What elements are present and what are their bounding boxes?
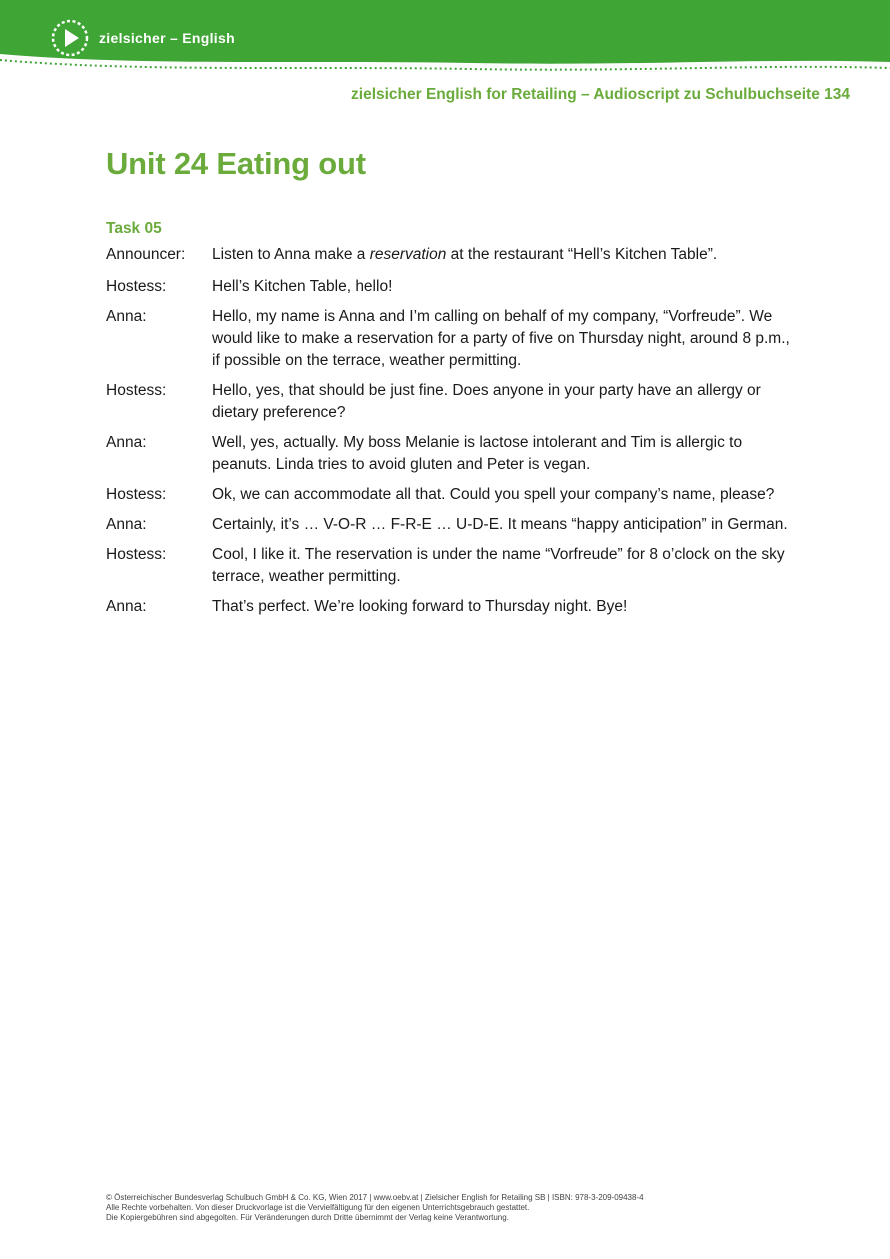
line-text: Ok, we can accommodate all that. Could you spell your company’s name, please? bbox=[212, 486, 775, 503]
play-circle-icon bbox=[50, 18, 90, 58]
speaker-label: Anna: bbox=[106, 434, 147, 451]
speaker-label: Hostess: bbox=[106, 486, 167, 503]
speaker-label: Anna: bbox=[106, 516, 147, 533]
dialogue-line bbox=[106, 596, 796, 618]
footer-line: Die Kopiergebühren sind abgegolten. Für Veränderungen durch Dritte übernimmt der Verlag keine Verantwortung. bbox=[106, 1213, 509, 1222]
running-head: zielsicher English for Retailing – Audioscript zu Schulbuchseite 134 bbox=[351, 86, 850, 103]
line-text: Hello, my name is Anna and I’m calling on behalf of my company, “Vorfreude”. We would like to make a reservation for a party of five on Thursday night, around 8 p.m., if possible on the terrace, weather permitting. bbox=[212, 308, 790, 369]
line-text: That’s perfect. We’re looking forward to Thursday night. Bye! bbox=[212, 598, 628, 615]
footer-line: © Österreichischer Bundesverlag Schulbuch GmbH & Co. KG, Wien 2017 | www.oebv.at | Zielsicher English for Retailing SB | ISBN: 978-3-209-09438-4 bbox=[106, 1193, 644, 1202]
header-banner bbox=[0, 0, 890, 78]
speaker-label: Hostess: bbox=[106, 546, 167, 563]
emphasized-word: reservation bbox=[369, 246, 447, 263]
footer-line: Alle Rechte vorbehalten. Von dieser Druckvorlage ist die Vervielfältigung für den eigenen Unterrichtsgebrauch gestattet. bbox=[106, 1203, 530, 1212]
line-text: Cool, I like it. The reservation is under the name “Vorfreude” for 8 o’clock on the sky terrace, weather permitting. bbox=[212, 546, 785, 585]
line-text: Well, yes, actually. My boss Melanie is lactose intolerant and Tim is allergic to peanuts. Linda tries to avoid gluten and Peter is vegan. bbox=[212, 434, 743, 473]
copyright-footer bbox=[106, 1193, 644, 1223]
speaker-label: Announcer: bbox=[106, 246, 186, 263]
dialogue-line bbox=[106, 514, 796, 536]
speaker-label: Hostess: bbox=[106, 278, 167, 295]
brand-logo bbox=[50, 18, 235, 58]
dialogue-line bbox=[106, 306, 796, 372]
dialogue-line bbox=[106, 276, 796, 298]
task-label: Task 05 bbox=[106, 220, 162, 237]
brand-name: zielsicher – English bbox=[99, 30, 235, 46]
line-text: Listen to Anna make a reservation at the restaurant “Hell’s Kitchen Table”. bbox=[212, 246, 718, 263]
dialogue-line bbox=[106, 484, 796, 506]
dialogue-line bbox=[106, 432, 796, 476]
speaker-label: Anna: bbox=[106, 308, 147, 325]
speaker-label: Anna: bbox=[106, 598, 147, 615]
dialogue-line bbox=[106, 544, 796, 588]
page-title: Unit 24 Eating out bbox=[106, 146, 366, 181]
dialogue-line bbox=[106, 380, 796, 424]
line-text: Hello, yes, that should be just fine. Does anyone in your party have an allergy or dietary preference? bbox=[212, 382, 761, 421]
announcer-line bbox=[106, 244, 796, 266]
audioscript bbox=[106, 244, 796, 618]
speaker-label: Hostess: bbox=[106, 382, 167, 399]
line-text: Hell’s Kitchen Table, hello! bbox=[212, 278, 393, 295]
line-text: Certainly, it’s … V-O-R … F-R-E … U-D-E. It means “happy anticipation” in German. bbox=[212, 516, 788, 533]
